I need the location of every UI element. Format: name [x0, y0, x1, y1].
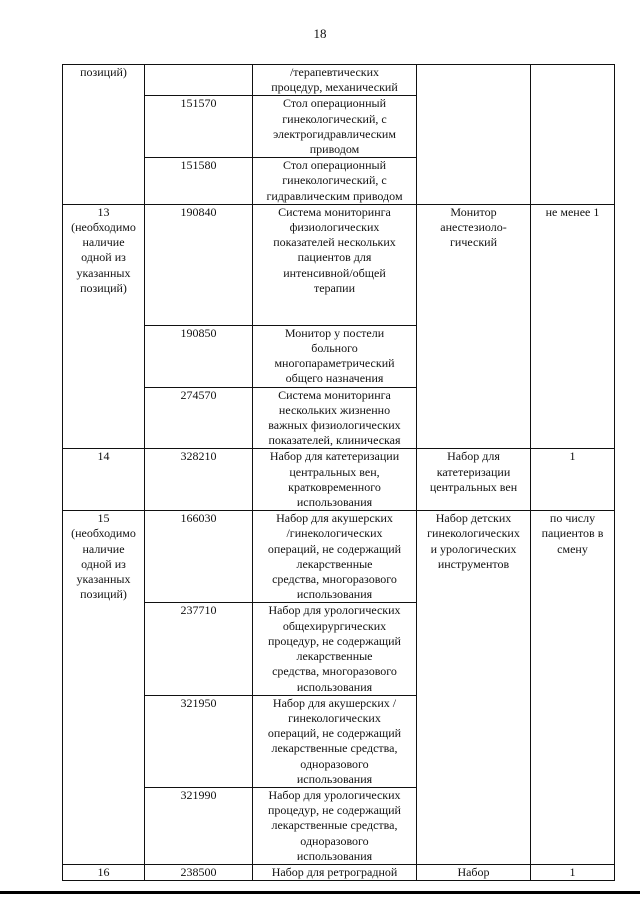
equipment-table — [62, 64, 615, 881]
name-cell: Набор детских гинекологических и урологических инструментов — [417, 511, 531, 865]
name-cell: Набор — [417, 864, 531, 880]
quantity-cell: не менее 1 — [531, 204, 615, 449]
page-number: 18 — [313, 26, 327, 41]
name-cell — [417, 65, 531, 205]
table-row — [63, 65, 615, 96]
code-cell: 190840 — [145, 204, 253, 325]
table-row — [63, 204, 615, 325]
position-cell: 13 (необходимо наличие одной из указанных позиций) — [63, 204, 145, 449]
description-cell: Набор для катетеризации центральных вен, кратковременного использования — [253, 449, 417, 511]
code-cell: 166030 — [145, 511, 253, 603]
description-cell: /терапевтических процедур, механический — [253, 65, 417, 96]
quantity-cell: 1 — [531, 449, 615, 511]
description-cell: Набор для акушерских /гинекологических операций, не содержащий лекарственные средства, многоразового использования — [253, 511, 417, 603]
quantity-cell: по числу пациентов в смену — [531, 511, 615, 865]
table-row — [63, 864, 615, 880]
position-cell: 15 (необходимо наличие одной из указанных позиций) — [63, 511, 145, 865]
table-row — [63, 511, 615, 603]
description-cell: Система мониторинга нескольких жизненно важных физиологических показателей, клиническая — [253, 387, 417, 449]
code-cell — [145, 65, 253, 96]
quantity-cell: 1 — [531, 864, 615, 880]
code-cell: 151570 — [145, 96, 253, 158]
description-cell: Система мониторинга физиологических показателей нескольких пациентов для интенсивной/общей терапии — [253, 204, 417, 325]
code-cell: 151580 — [145, 158, 253, 205]
position-cell: 14 — [63, 449, 145, 511]
description-cell: Монитор у постели больного многопараметрический общего назначения — [253, 325, 417, 387]
table-row — [63, 449, 615, 511]
description-cell: Стол операционный гинекологический, с гидравлическим приводом — [253, 158, 417, 205]
description-cell: Набор для ретроградной — [253, 864, 417, 880]
code-cell: 238500 — [145, 864, 253, 880]
position-cell: позиций) — [63, 65, 145, 205]
name-cell: Набор для катетеризации центральных вен — [417, 449, 531, 511]
code-cell: 237710 — [145, 603, 253, 695]
code-cell: 328210 — [145, 449, 253, 511]
position-cell: 16 — [63, 864, 145, 880]
code-cell: 190850 — [145, 325, 253, 387]
description-cell: Стол операционный гинекологический, с электрогидравлическим приводом — [253, 96, 417, 158]
description-cell: Набор для урологических процедур, не содержащий лекарственные средства, одноразового использования — [253, 787, 417, 864]
description-cell: Набор для акушерских / гинекологических операций, не содержащий лекарственные средства, одноразового использования — [253, 695, 417, 787]
name-cell: Монитор анестезиоло- гический — [417, 204, 531, 449]
page-bottom-rule — [0, 891, 640, 894]
code-cell: 321950 — [145, 695, 253, 787]
description-cell: Набор для урологических общехирургических процедур, не содержащий лекарственные средства, многоразового использования — [253, 603, 417, 695]
code-cell: 274570 — [145, 387, 253, 449]
quantity-cell — [531, 65, 615, 205]
code-cell: 321990 — [145, 787, 253, 864]
